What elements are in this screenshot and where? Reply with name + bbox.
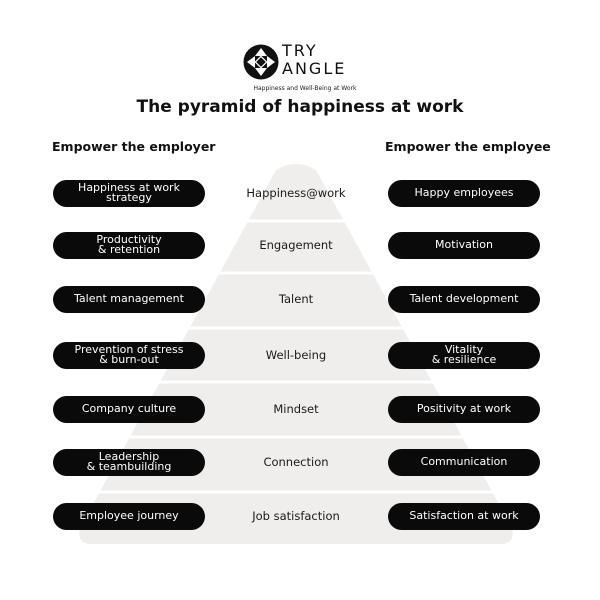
pyramid-tier-label: Job satisfaction [252,509,340,523]
employer-pill: Talent management [53,286,205,313]
employer-pill: Productivity & retention [53,232,205,259]
employee-pill: Talent development [388,286,540,313]
employee-pill: Vitality & resilience [388,342,540,369]
brand-name-line1: TRY [282,41,318,60]
employer-pill: Leadership & teambuilding [53,449,205,476]
pyramid-tier-label: Happiness@work [246,186,346,200]
pyramid-tier-label: Mindset [273,402,319,416]
employer-pill: Happiness at work strategy [53,180,205,207]
employer-pill: Prevention of stress & burn-out [53,342,205,369]
page-title: The pyramid of happiness at work [136,97,464,117]
pyramid-tier-label: Connection [263,455,329,469]
employee-pill: Motivation [388,232,540,259]
pyramid-tier-label: Talent [278,292,314,306]
brand-name-line2: ANGLE [282,59,347,78]
employee-pill: Positivity at work [388,396,540,423]
employer-column-heading: Empower the employer [52,139,216,154]
pyramid-tier-label: Engagement [259,238,333,252]
employee-column-heading: Empower the employee [385,139,551,154]
employer-pill: Company culture [53,396,205,423]
employee-pill: Satisfaction at work [388,503,540,530]
employee-pill: Happy employees [388,180,540,207]
pyramid-tier-label: Well-being [265,348,327,362]
brand-tagline: Happiness and Well-Being at Work [253,85,357,92]
employer-pill: Employee journey [53,503,205,530]
employee-pill: Communication [388,449,540,476]
